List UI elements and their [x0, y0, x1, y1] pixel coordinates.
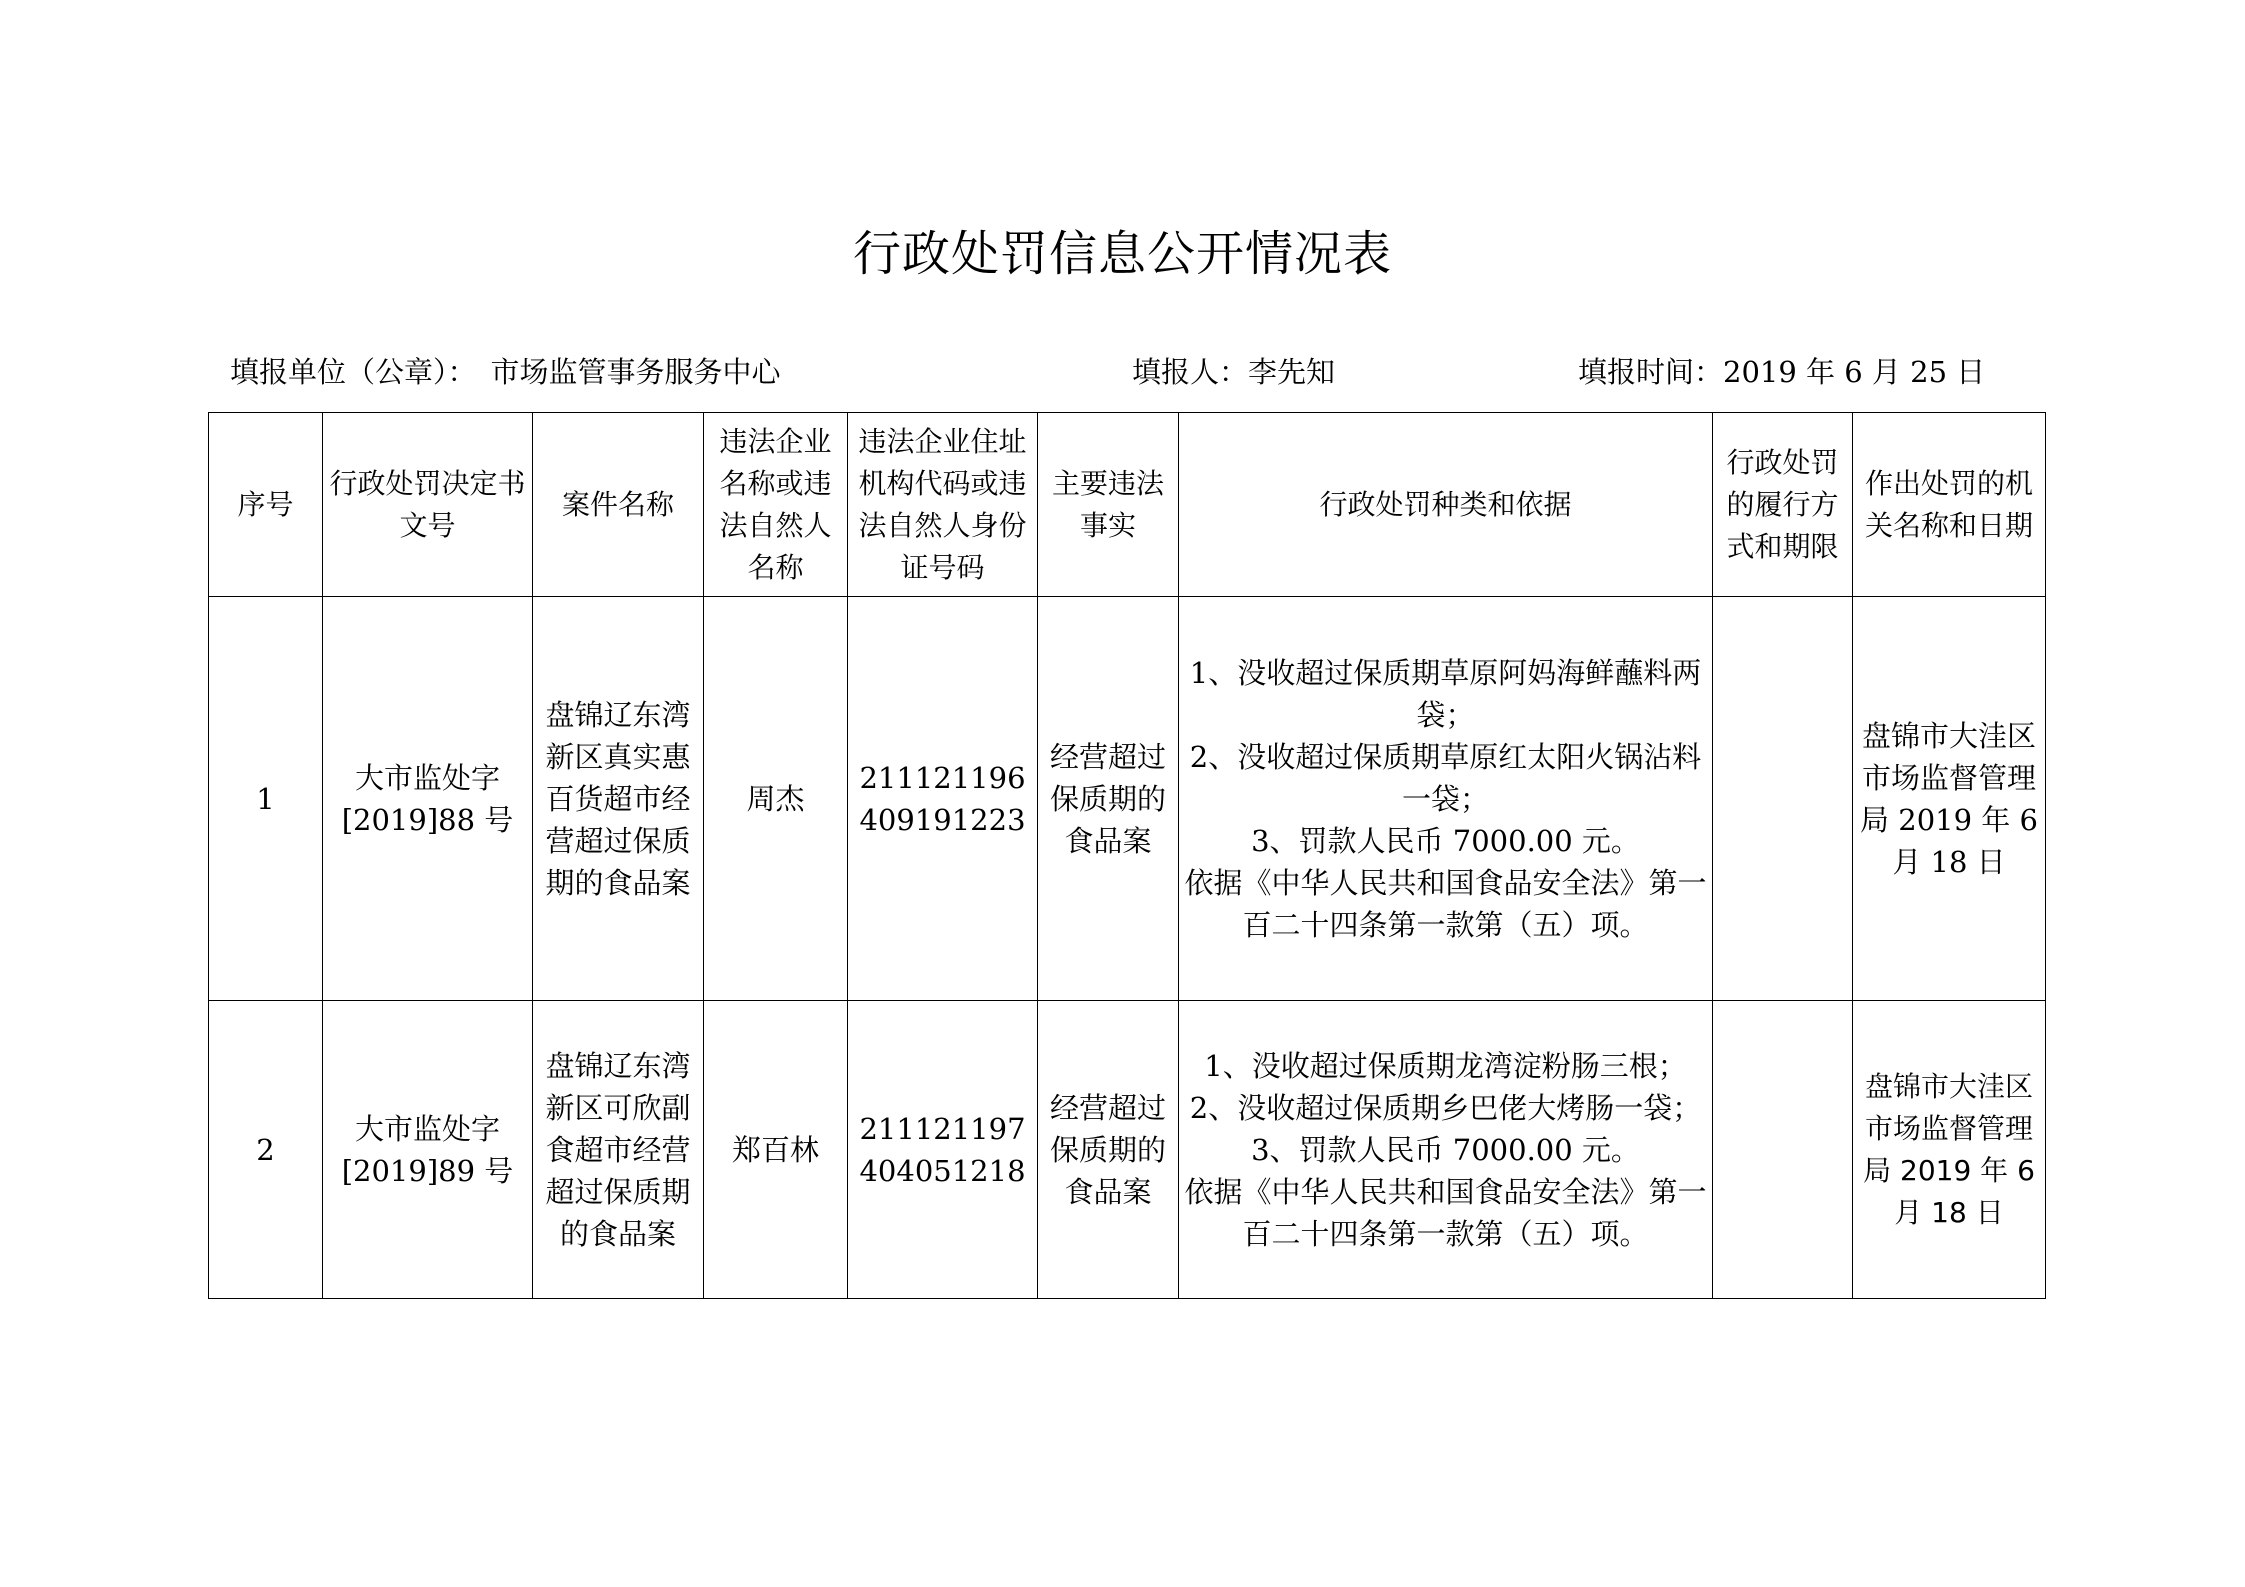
header-case-name: 案件名称	[533, 413, 704, 597]
cell-facts: 经营超过保质期的食品案	[1038, 597, 1179, 1001]
table-row	[209, 1001, 2046, 1299]
cell-performance	[1713, 597, 1853, 1001]
cell-seq: 2	[209, 1001, 323, 1299]
reporting-unit	[230, 350, 781, 391]
basis-line: 3、罚款人民币 7000.00 元。	[1251, 1132, 1640, 1167]
page-title: 行政处罚信息公开情况表	[852, 226, 1392, 282]
cell-doc-no: 大市监处字[2019]89 号	[323, 1001, 533, 1299]
cell-party-id: 211121197404051218	[848, 1001, 1038, 1299]
header-facts: 主要违法事实	[1038, 413, 1179, 597]
basis-line: 3、罚款人民币 7000.00 元。	[1251, 823, 1640, 858]
basis-line: 依据《中华人民共和国食品安全法》第一百二十四条第一款第（五）项。	[1184, 1174, 1707, 1251]
table-row	[209, 597, 2046, 1001]
report-time-value: 2019 年 6 月 25 日	[1723, 355, 1986, 389]
header-seq: 序号	[209, 413, 323, 597]
reporter-label: 填报人：	[1132, 355, 1249, 389]
penalty-table	[208, 412, 2046, 1299]
cell-basis	[1179, 597, 1713, 1001]
cell-performance	[1713, 1001, 1853, 1299]
table-header-row	[209, 413, 2046, 597]
report-time-label: 填报时间：	[1578, 355, 1724, 389]
cell-party-id: 211121196409191223	[848, 597, 1038, 1001]
cell-case-name: 盘锦辽东湾新区真实惠百货超市经营超过保质期的食品案	[533, 597, 704, 1001]
header-performance: 行政处罚的履行方式和期限	[1713, 413, 1853, 597]
basis-line: 2、没收超过保质期乡巴佬大烤肠一袋；	[1189, 1090, 1702, 1125]
basis-line: 2、没收超过保质期草原红太阳火锅沾料一袋；	[1189, 739, 1702, 816]
basis-line: 1、没收超过保质期草原阿妈海鲜蘸料两袋；	[1189, 655, 1702, 732]
cell-case-name: 盘锦辽东湾新区可欣副食超市经营超过保质期的食品案	[533, 1001, 704, 1299]
reporting-unit-label: 填报单位（公章）：	[230, 355, 477, 389]
reporting-unit-value: 市场监管事务服务中心	[490, 355, 781, 389]
header-basis: 行政处罚种类和依据	[1179, 413, 1713, 597]
report-time	[1578, 350, 1985, 391]
header-party-name: 违法企业名称或违法自然人名称	[704, 413, 848, 597]
reporter	[1132, 350, 1335, 391]
header-doc-no: 行政处罚决定书文号	[323, 413, 533, 597]
cell-seq: 1	[209, 597, 323, 1001]
cell-party-name: 郑百林	[704, 1001, 848, 1299]
cell-doc-no: 大市监处字[2019]88 号	[323, 597, 533, 1001]
cell-basis	[1179, 1001, 1713, 1299]
cell-party-name: 周杰	[704, 597, 848, 1001]
reporter-value: 李先知	[1248, 355, 1336, 389]
header-party-id: 违法企业住址机构代码或违法自然人身份证号码	[848, 413, 1038, 597]
cell-authority: 盘锦市大洼区市场监督管理局 2019 年 6 月 18 日	[1853, 597, 2046, 1001]
basis-line: 1、没收超过保质期龙湾淀粉肠三根；	[1204, 1048, 1687, 1083]
basis-line: 依据《中华人民共和国食品安全法》第一百二十四条第一款第（五）项。	[1184, 865, 1707, 942]
cell-facts: 经营超过保质期的食品案	[1038, 1001, 1179, 1299]
header-authority: 作出处罚的机关名称和日期	[1853, 413, 2046, 597]
cell-authority: 盘锦市大洼区市场监督管理局 2019 年 6 月 18 日	[1853, 1001, 2046, 1299]
